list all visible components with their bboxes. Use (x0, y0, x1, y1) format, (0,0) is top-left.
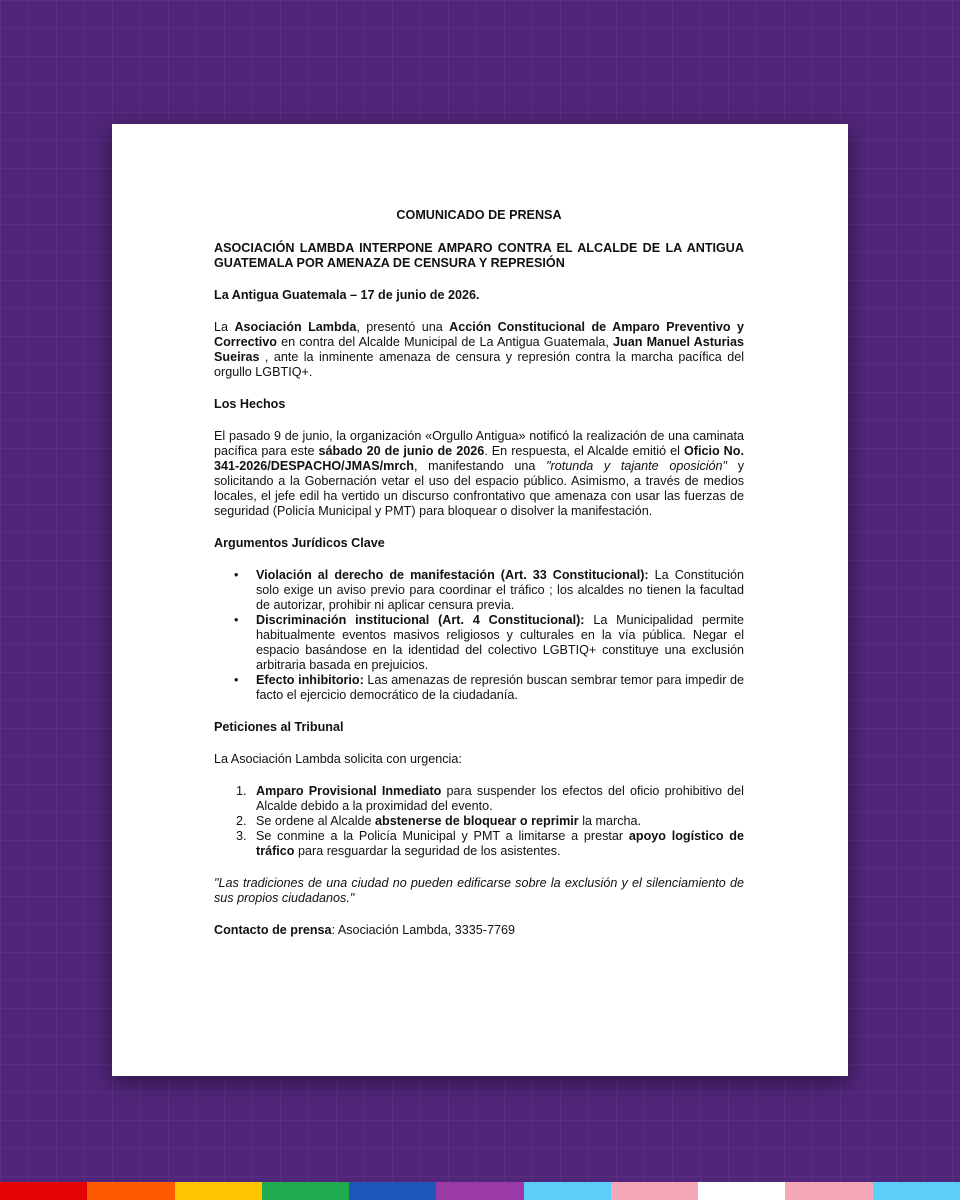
section-heading-hechos: Los Hechos (214, 397, 286, 411)
item-number: 1. (236, 784, 247, 798)
stripe-segment (0, 1182, 87, 1200)
bullet-icon: • (234, 568, 239, 582)
hechos-text-4: y solicitando a la Gobernación vetar el uso del espacio público. Asimismo, a través de medios locales, el jefe edil ha vertido un discurso confrontativo que amenaza con usar las fuerzas de seguridad (Policía Municipal y PMT) para bloquear o disolver la manifestación. (214, 459, 744, 518)
stripe-segment (524, 1182, 611, 1200)
list-item (214, 784, 744, 814)
peticiones-intro: La Asociación Lambda solicita con urgencia: (214, 752, 462, 766)
argument-text: La Municipalidad permite habitualmente eventos masivos religiosos y culturales en la vía pública. Negar el espacio basándose en la identidad del colectivo LGBTIQ+ constituye una exclusión arbitraria basada en prejuicios. (256, 613, 744, 672)
petition-text-post: para suspender los efectos del oficio prohibitivo del Alcalde debido a la proximidad del evento. (256, 784, 744, 813)
section-heading-peticiones: Peticiones al Tribunal (214, 720, 344, 734)
bullet-icon: • (234, 673, 239, 687)
contact-value: : Asociación Lambda, 3335-7769 (331, 923, 516, 937)
intro-text-1: La (214, 320, 235, 334)
stripe-segment (873, 1182, 960, 1200)
hechos-text-3: , manifestando una (413, 459, 547, 473)
stripe-segment (262, 1182, 349, 1200)
intro-text-3: en contra del Alcalde Municipal de La Antigua Guatemala, (277, 335, 614, 349)
stripe-segment (87, 1182, 174, 1200)
document-title: COMUNICADO DE PRENSA (396, 208, 562, 222)
argument-title: Violación al derecho de manifestación (Art. 33 Constitucional): (256, 568, 649, 582)
intro-bold-2: Acción Constitucional de Amparo Preventivo y Correctivo (214, 320, 744, 349)
intro-text-2: , presentó una (356, 320, 450, 334)
argumentos-list (214, 568, 744, 703)
petition-bold: apoyo logístico de tráfico (256, 829, 744, 858)
hechos-text-1: El pasado 9 de junio, la organización «Orgullo Antigua» notificó la realización de una caminata pacífica para este (214, 429, 744, 458)
argument-text: La Constitución solo exige un aviso previo para coordinar el tráfico ; los alcaldes no tienen la facultad de autorizar, prohibir ni aplicar censura previa. (256, 568, 745, 612)
stripe-segment (611, 1182, 698, 1200)
petition-text-post: para resguardar la seguridad de los asistentes. (294, 844, 561, 858)
stripe-segment (175, 1182, 262, 1200)
closing-quote: "Las tradiciones de una ciudad no pueden edificarse sobre la exclusión y el silenciamiento de sus propios ciudadanos." (214, 876, 744, 905)
list-item (214, 814, 744, 829)
list-item (214, 613, 744, 673)
stripe-segment (785, 1182, 872, 1200)
document-body (214, 208, 744, 938)
list-item (214, 568, 744, 613)
petition-text-pre: Se conmine a la Policía Municipal y PMT a limitarse a prestar (256, 829, 629, 843)
petition-bold: abstenerse de bloquear o reprimir (375, 814, 579, 828)
argument-title: Efecto inhibitorio: (256, 673, 364, 687)
intro-bold-3: Juan Manuel Asturias Sueiras (214, 335, 745, 364)
dateline: La Antigua Guatemala – 17 de junio de 2026. (214, 288, 480, 302)
press-release-page (112, 124, 848, 1076)
intro-paragraph (214, 320, 744, 380)
item-number: 3. (236, 829, 247, 843)
pride-color-stripe (0, 1182, 960, 1200)
petition-bold: Amparo Provisional Inmediato (256, 784, 442, 798)
petition-text-pre: Se ordene al Alcalde (256, 814, 376, 828)
section-heading-argumentos: Argumentos Jurídicos Clave (214, 536, 385, 550)
contact-label: Contacto de prensa (214, 923, 332, 937)
stripe-segment (349, 1182, 436, 1200)
argument-text: Las amenazas de represión buscan sembrar temor para impedir de facto el ejercicio democrático de la ciudadanía. (256, 673, 744, 702)
intro-bold-1: Asociación Lambda (234, 320, 357, 334)
hechos-text-2: . En respuesta, el Alcalde emitió el (484, 444, 684, 458)
item-number: 2. (236, 814, 247, 828)
hechos-bold-2: Oficio No. 341-2026/DESPACHO/JMAS/mrch (214, 444, 744, 473)
headline: ASOCIACIÓN LAMBDA INTERPONE AMPARO CONTRA EL ALCALDE DE LA ANTIGUA GUATEMALA POR AMENAZA DE CENSURA Y REPRESIÓN (214, 241, 744, 270)
hechos-bold-1: sábado 20 de junio de 2026 (318, 444, 485, 458)
hechos-italic-1: "rotunda y tajante oposición" (546, 459, 728, 473)
bullet-icon: • (234, 613, 239, 627)
stripe-segment (698, 1182, 785, 1200)
press-contact (214, 923, 744, 938)
list-item (214, 829, 744, 859)
petition-text-post: la marcha. (578, 814, 641, 828)
intro-text-4: , ante la inminente amenaza de censura y represión contra la marcha pacífica del orgullo LGBTIQ+. (214, 350, 744, 379)
hechos-paragraph (214, 429, 744, 519)
peticiones-list (214, 784, 744, 859)
stripe-segment (436, 1182, 523, 1200)
argument-title: Discriminación institucional (Art. 4 Constitucional): (256, 613, 585, 627)
list-item (214, 673, 744, 703)
